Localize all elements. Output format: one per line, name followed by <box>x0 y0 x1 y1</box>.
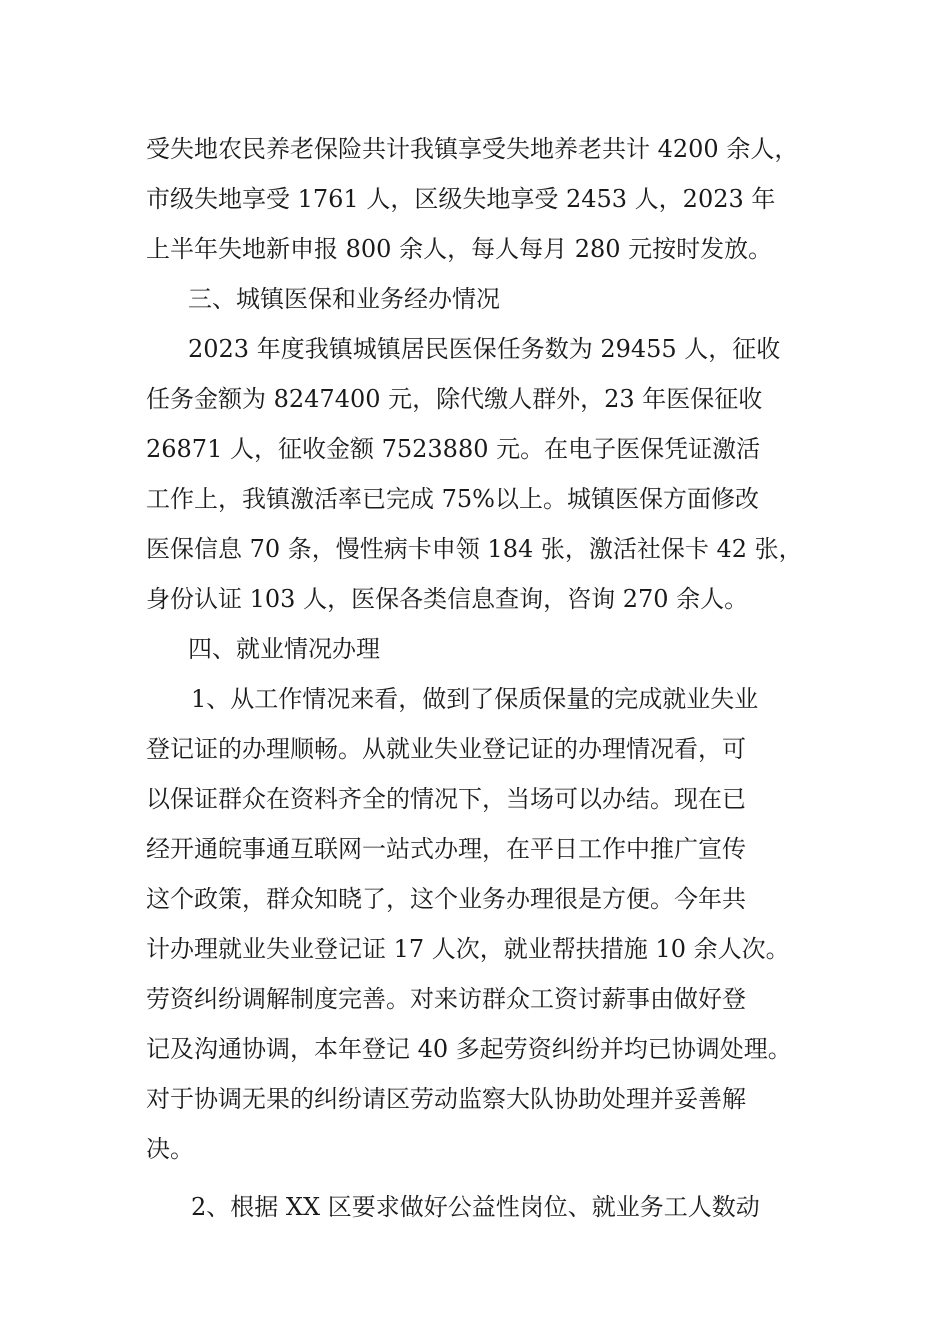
paragraph-line: 对于协调无果的纠纷请区劳动监察大队协助处理并妥善解 <box>146 1085 746 1113</box>
paragraph-line: 受失地农民养老保险共计我镇享受失地养老共计 4200 余人， <box>146 135 799 163</box>
paragraph-line: 记及沟通协调，本年登记 40 多起劳资纠纷并均已协调处理。 <box>146 1035 792 1063</box>
paragraph-line: 身份认证 103 人，医保各类信息查询，咨询 270 余人。 <box>146 585 749 613</box>
paragraph-line: 医保信息 70 条，慢性病卡申领 184 张，激活社保卡 42 张， <box>146 535 803 563</box>
paragraph-line: 2023 年度我镇城镇居民医保任务数为 29455 人，征收 <box>188 335 781 363</box>
paragraph-line: 经开通皖事通互联网一站式办理，在平日工作中推广宣传 <box>146 835 746 863</box>
paragraph-line: 上半年失地新申报 800 余人，每人每月 280 元按时发放。 <box>146 235 773 263</box>
paragraph-line: 工作上，我镇激活率已完成 75%以上。城镇医保方面修改 <box>146 485 759 513</box>
section-heading-3: 三、城镇医保和业务经办情况 <box>188 285 500 313</box>
paragraph-line: 登记证的办理顺畅。从就业失业登记证的办理情况看，可 <box>146 735 746 763</box>
paragraph-line: 这个政策，群众知晓了，这个业务办理很是方便。今年共 <box>146 885 746 913</box>
paragraph-line: 决。 <box>146 1135 194 1163</box>
document-body <box>146 124 846 1232</box>
paragraph-line: 市级失地享受 1761 人，区级失地享受 2453 人，2023 年 <box>146 185 776 213</box>
paragraph-line: 26871 人，征收金额 7523880 元。在电子医保凭证激活 <box>146 435 761 463</box>
paragraph-line: 1、从工作情况来看，做到了保质保量的完成就业失业 <box>191 685 759 713</box>
paragraph-line: 计办理就业失业登记证 17 人次，就业帮扶措施 10 余人次。 <box>146 935 790 963</box>
paragraph-line: 任务金额为 8247400 元，除代缴人群外，23 年医保征收 <box>146 385 763 413</box>
paragraph-line: 劳资纠纷调解制度完善。对来访群众工资讨薪事由做好登 <box>146 985 746 1013</box>
section-heading-4: 四、就业情况办理 <box>188 635 380 663</box>
paragraph-line: 以保证群众在资料齐全的情况下，当场可以办结。现在已 <box>146 785 746 813</box>
paragraph-line: 2、根据 XX 区要求做好公益性岗位、就业务工人数动 <box>191 1193 760 1221</box>
